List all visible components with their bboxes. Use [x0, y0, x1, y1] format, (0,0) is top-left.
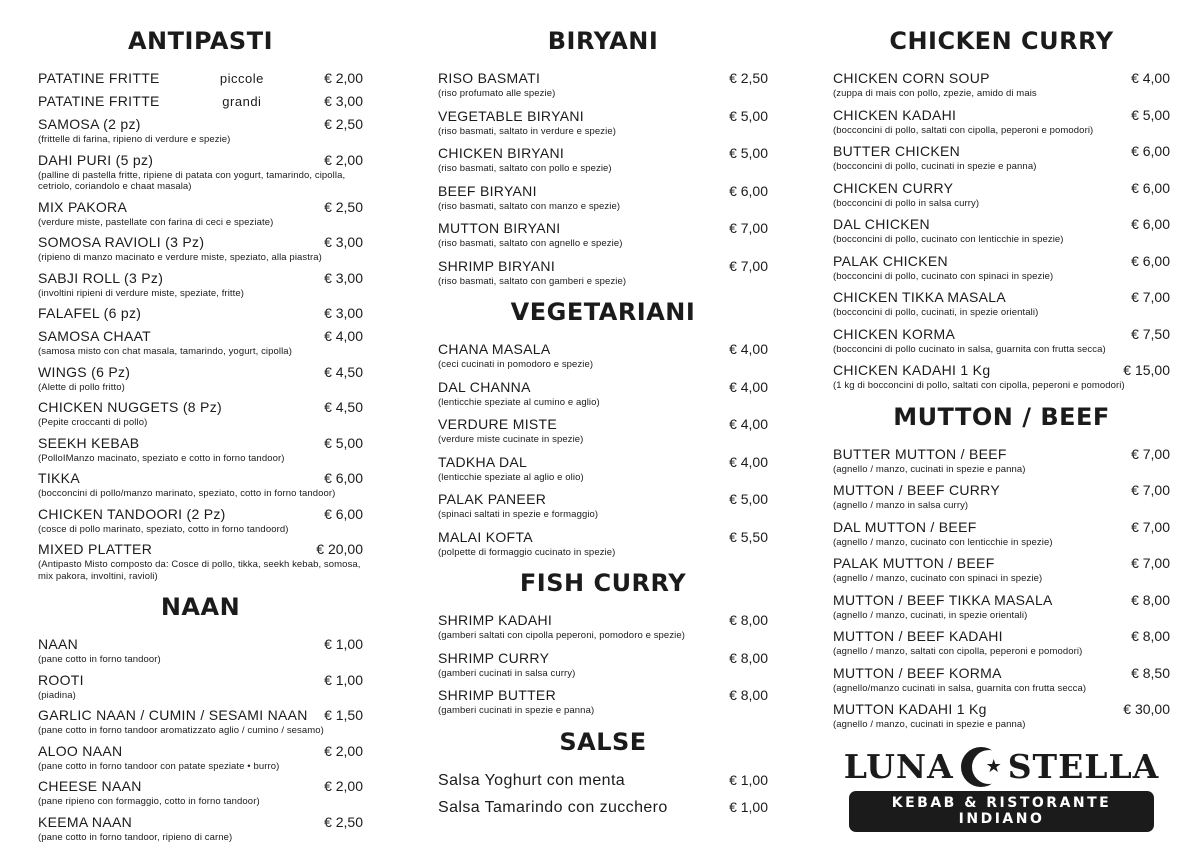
menu-item-price: € 1,50 — [324, 707, 363, 724]
menu-item-row — [833, 180, 1170, 197]
menu-item-desc: (samosa misto con chat masala, tamarindo, yogurt, cipolla) — [38, 346, 363, 358]
menu-item-price: € 2,00 — [324, 70, 363, 87]
menu-item-row — [438, 145, 768, 162]
menu-item-desc: (spinaci saltati in spezie e formaggio) — [438, 509, 768, 521]
menu-item — [438, 183, 768, 213]
menu-item — [833, 446, 1170, 476]
menu-item-price: € 6,00 — [1131, 216, 1170, 233]
menu-item — [833, 143, 1170, 173]
menu-item-name: MIXED PLATTER — [38, 541, 152, 558]
menu-item-desc: (agnello / manzo, cucinato con spinaci in spezie) — [833, 573, 1170, 585]
section-fish-curry — [438, 568, 768, 717]
menu-item-row — [438, 258, 768, 275]
menu-item-desc: (bocconcini di pollo, cucinato con lenticchie in spezie) — [833, 234, 1170, 246]
menu-item-price: € 7,00 — [1131, 519, 1170, 536]
menu-item-name: ALOO NAAN — [38, 743, 122, 760]
menu-item-row — [38, 234, 363, 251]
menu-item-desc: (pane cotto in forno tandoor, ripieno di carne) — [38, 832, 363, 843]
menu-item-desc: (bocconcini di pollo, cucinati in spezie e panna) — [833, 161, 1170, 173]
menu-item-row — [438, 687, 768, 704]
menu-item-price: € 1,00 — [324, 636, 363, 653]
menu-item-name: DAHI PURI (5 pz) — [38, 152, 153, 169]
menu-item — [38, 93, 363, 110]
menu-item — [833, 107, 1170, 137]
menu-item-name: SABJI ROLL (3 Pz) — [38, 270, 163, 287]
menu-item-price: € 3,00 — [324, 305, 363, 322]
menu-item-name: PALAK PANEER — [438, 491, 546, 508]
section-title-vegetariani: VEGETARIANI — [438, 297, 768, 327]
menu-item-price: € 6,00 — [324, 470, 363, 487]
menu-item — [38, 364, 363, 394]
menu-item-price: € 30,00 — [1123, 701, 1170, 718]
menu-item-row — [438, 341, 768, 358]
menu-item-row — [38, 672, 363, 689]
section-salse — [438, 727, 768, 817]
menu-item — [38, 636, 363, 666]
menu-item — [38, 270, 363, 300]
menu-item-row — [438, 491, 768, 508]
menu-item — [833, 701, 1170, 731]
menu-item-price: € 20,00 — [316, 541, 363, 558]
menu-item-name: VEGETABLE BIRYANI — [438, 108, 584, 125]
menu-item — [833, 555, 1170, 585]
menu-item — [438, 341, 768, 371]
section-title-chicken-curry: CHICKEN CURRY — [833, 26, 1170, 56]
menu-item-desc: (agnello / manzo, cucinati in spezie e panna) — [833, 719, 1170, 731]
menu-item-price: € 1,00 — [729, 799, 768, 816]
menu-item-row — [833, 107, 1170, 124]
menu-item-desc: (bocconcini di pollo, saltati con cipolla, peperoni e pomodori) — [833, 125, 1170, 137]
menu-item-desc: (verdure miste, pastellate con farina di ceci e speziate) — [38, 217, 363, 229]
menu-item-price: € 7,00 — [1131, 555, 1170, 572]
menu-item-price: € 4,00 — [729, 341, 768, 358]
menu-item-name: DAL CHICKEN — [833, 216, 930, 233]
menu-item — [438, 491, 768, 521]
section-naan — [38, 592, 363, 843]
menu-item — [38, 305, 363, 322]
menu-item-name: RISO BASMATI — [438, 70, 540, 87]
menu-item-price: € 4,00 — [1131, 70, 1170, 87]
menu-item-price: € 2,00 — [324, 778, 363, 795]
menu-item-name: SAMOSA CHAAT — [38, 328, 151, 345]
menu-item-row — [438, 183, 768, 200]
menu-item-desc: (Alette di pollo fritto) — [38, 382, 363, 394]
menu-item — [438, 220, 768, 250]
menu-item-price: € 1,00 — [729, 772, 768, 789]
menu-item-desc: (agnello / manzo, cucinati, in spezie orientali) — [833, 610, 1170, 622]
menu-item-price: € 4,00 — [324, 328, 363, 345]
menu-item-row — [438, 798, 768, 817]
menu-item — [833, 362, 1170, 392]
menu-item-row — [38, 270, 363, 287]
menu-item-row — [38, 814, 363, 831]
menu-item-row — [38, 199, 363, 216]
menu-item — [438, 108, 768, 138]
menu-item-desc: (gamberi saltati con cipolla peperoni, pomodoro e spezie) — [438, 630, 768, 642]
menu-item-desc: (riso basmati, saltato con manzo e spezie) — [438, 201, 768, 213]
section-title-mutton-beef: MUTTON / BEEF — [833, 402, 1170, 432]
menu-item-desc: (bocconcini di pollo, cucinato con spinaci in spezie) — [833, 271, 1170, 283]
menu-item-desc: (bocconcini di pollo in salsa curry) — [833, 198, 1170, 210]
menu-item-row — [38, 305, 363, 322]
menu-item-row — [38, 541, 363, 558]
menu-item-name: MUTTON BIRYANI — [438, 220, 560, 237]
menu-item-row — [833, 143, 1170, 160]
menu-item-name: CHICKEN KADAHI — [833, 107, 956, 124]
menu-item-price: € 6,00 — [1131, 253, 1170, 270]
menu-item — [438, 258, 768, 288]
menu-item — [38, 506, 363, 536]
menu-item — [438, 454, 768, 484]
menu-item-name: SAMOSA (2 pz) — [38, 116, 141, 133]
crescent-moon-star-icon — [961, 747, 1001, 787]
section-vegetariani — [438, 297, 768, 558]
menu-item-price: € 1,00 — [324, 672, 363, 689]
menu-item-name: Salsa Tamarindo con zucchero — [438, 798, 668, 817]
menu-item-price: € 7,00 — [1131, 446, 1170, 463]
menu-item-desc: (bocconcini di pollo cucinato in salsa, guarnita con frutta secca) — [833, 344, 1170, 356]
menu-item — [38, 234, 363, 264]
menu-item-desc: (pane cotto in forno tandoor aromatizzato aglio / cumino / sesamo) — [38, 725, 363, 737]
menu-item-price: € 8,00 — [729, 612, 768, 629]
menu-item-row — [438, 529, 768, 546]
menu-item-desc: (riso basmati, saltato con gamberi e spezie) — [438, 276, 768, 288]
menu-item-price: € 2,00 — [324, 152, 363, 169]
menu-item-price: € 6,00 — [324, 506, 363, 523]
menu-item-name: Salsa Yoghurt con menta — [438, 771, 625, 790]
menu-item-desc: (riso basmati, saltato in verdure e spezie) — [438, 126, 768, 138]
menu-item-desc: (agnello / manzo, cucinato con lenticchie in spezie) — [833, 537, 1170, 549]
menu-item — [833, 482, 1170, 512]
menu-item-price: € 4,50 — [324, 399, 363, 416]
menu-item-desc: (frittelle di farina, ripieno di verdure e spezie) — [38, 134, 363, 146]
menu-item-price: € 6,00 — [1131, 143, 1170, 160]
menu-item-desc: (agnello/manzo cucinati in salsa, guarnita con frutta secca) — [833, 683, 1170, 695]
menu-column-middle — [438, 26, 768, 839]
menu-item-row — [833, 701, 1170, 718]
menu-item-desc: (bocconcini di pollo/manzo marinato, speziato, cotto in forno tandoor) — [38, 488, 363, 500]
menu-item — [833, 628, 1170, 658]
section-mutton-beef — [833, 402, 1170, 731]
menu-item-price: € 5,00 — [324, 435, 363, 452]
menu-item-desc: (bocconcini di pollo, cucinati, in spezie orientali) — [833, 307, 1170, 319]
menu-item-name: MUTTON / BEEF CURRY — [833, 482, 1000, 499]
menu-item — [38, 399, 363, 429]
menu-item-desc: (gamberi cucinati in salsa curry) — [438, 668, 768, 680]
menu-item-name: MUTTON KADAHI 1 Kg — [833, 701, 987, 718]
menu-item-variant: grandi — [166, 94, 318, 109]
menu-item — [833, 289, 1170, 319]
section-title-antipasti: ANTIPASTI — [38, 26, 363, 56]
menu-item-row — [833, 70, 1170, 87]
menu-item-row — [833, 665, 1170, 682]
logo-tagline: KEBAB & RISTORANTE INDIANO — [849, 791, 1154, 832]
section-biryani — [438, 26, 768, 287]
menu-item-desc: (riso basmati, saltato con agnello e spezie) — [438, 238, 768, 250]
menu-item — [38, 116, 363, 146]
menu-item-price: € 4,50 — [324, 364, 363, 381]
menu-item-row — [38, 743, 363, 760]
menu-item-price: € 4,00 — [729, 454, 768, 471]
menu-item-row — [38, 707, 363, 724]
menu-item-row — [38, 636, 363, 653]
menu-item-price: € 6,00 — [729, 183, 768, 200]
menu-item-desc: (gamberi cucinati in spezie e panna) — [438, 705, 768, 717]
menu-item-name: MUTTON / BEEF KORMA — [833, 665, 1002, 682]
menu-item-name: CHICKEN NUGGETS (8 Pz) — [38, 399, 222, 416]
menu-item — [833, 180, 1170, 210]
menu-item-name: MUTTON / BEEF KADAHI — [833, 628, 1003, 645]
menu-item-row — [833, 253, 1170, 270]
menu-item — [38, 70, 363, 87]
menu-item-name: KEEMA NAAN — [38, 814, 132, 831]
menu-item-name: BUTTER CHICKEN — [833, 143, 960, 160]
menu-item-desc: (agnello / manzo, saltati con cipolla, peperoni e pomodori) — [833, 646, 1170, 658]
menu-item-desc: (1 kg di bocconcini di pollo, saltati con cipolla, peperoni e pomodori) — [833, 380, 1170, 392]
menu-item-price: € 2,50 — [324, 199, 363, 216]
menu-item-name: PATATINE FRITTE — [38, 70, 160, 87]
menu-item-name: WINGS (6 Pz) — [38, 364, 130, 381]
menu-item — [438, 687, 768, 717]
menu-item-name: SHRIMP CURRY — [438, 650, 549, 667]
menu-item-price: € 8,00 — [1131, 592, 1170, 609]
menu-item-name: CHICKEN TANDOORI (2 Pz) — [38, 506, 226, 523]
menu-item — [438, 612, 768, 642]
menu-item-name: TADKHA DAL — [438, 454, 527, 471]
menu-item-row — [438, 454, 768, 471]
menu-item — [833, 70, 1170, 100]
menu-item-name: SHRIMP BUTTER — [438, 687, 556, 704]
section-chicken-curry — [833, 26, 1170, 392]
menu-item-name: FALAFEL (6 pz) — [38, 305, 141, 322]
menu-item — [438, 145, 768, 175]
menu-item-desc: (palline di pastella fritte, ripiene di patata con yogurt, tamarindo, cipolla, cetriolo, coriandolo e chaat masala) — [38, 170, 363, 193]
menu-item — [38, 152, 363, 193]
menu-item — [438, 529, 768, 559]
menu-item — [38, 470, 363, 500]
section-title-naan: NAAN — [38, 592, 363, 622]
menu-item-row — [833, 628, 1170, 645]
menu-item-row — [38, 152, 363, 169]
menu-item-desc: (agnello / manzo in salsa curry) — [833, 500, 1170, 512]
menu-item-desc: (agnello / manzo, cucinati in spezie e panna) — [833, 464, 1170, 476]
menu-item-desc: (pane cotto in forno tandoor) — [38, 654, 363, 666]
menu-item-name: CHICKEN CORN SOUP — [833, 70, 990, 87]
menu-item-name: BEEF BIRYANI — [438, 183, 537, 200]
menu-item-name: SEEKH KEBAB — [38, 435, 139, 452]
menu-item-price: € 3,00 — [324, 234, 363, 251]
section-title-fish-curry: FISH CURRY — [438, 568, 768, 598]
section-title-biryani: BIRYANI — [438, 26, 768, 56]
menu-item-name: TIKKA — [38, 470, 80, 487]
restaurant-logo — [849, 747, 1154, 832]
menu-item-price: € 7,50 — [1131, 326, 1170, 343]
menu-item — [833, 326, 1170, 356]
menu-item-price: € 8,50 — [1131, 665, 1170, 682]
menu-item-desc: (Antipasto Misto composto da: Cosce di pollo, tikka, seekh kebab, somosa, mix pakora, involtini, ravioli) — [38, 559, 363, 582]
menu-item-price: € 5,00 — [729, 108, 768, 125]
menu-item-desc: (lenticchie speziate al aglio e olio) — [438, 472, 768, 484]
menu-item-name: CHICKEN CURRY — [833, 180, 953, 197]
menu-item-price: € 15,00 — [1123, 362, 1170, 379]
menu-item-name: DAL MUTTON / BEEF — [833, 519, 977, 536]
menu-item-price: € 7,00 — [1131, 289, 1170, 306]
menu-item-desc: (PolloIManzo macinato, speziato e cotto in forno tandoor) — [38, 453, 363, 465]
menu-item-price: € 2,50 — [324, 116, 363, 133]
menu-item-row — [833, 482, 1170, 499]
menu-item-desc: (ceci cucinati in pomodoro e spezie) — [438, 359, 768, 371]
menu-item-row — [38, 435, 363, 452]
menu-item-price: € 8,00 — [729, 650, 768, 667]
menu-item-price: € 8,00 — [1131, 628, 1170, 645]
menu-item-price: € 2,50 — [729, 70, 768, 87]
menu-item-row — [38, 470, 363, 487]
menu-item-price: € 4,00 — [729, 416, 768, 433]
menu-item-name: CHICKEN TIKKA MASALA — [833, 289, 1006, 306]
menu-item-row — [38, 778, 363, 795]
menu-item-row — [833, 446, 1170, 463]
logo-word-luna: LUNA — [844, 749, 954, 785]
menu-item-row — [833, 326, 1170, 343]
menu-item-price: € 2,00 — [324, 743, 363, 760]
menu-item-row — [833, 555, 1170, 572]
menu-item-desc: (piadina) — [38, 690, 363, 702]
menu-item-price: € 5,00 — [729, 145, 768, 162]
menu-item-row — [38, 399, 363, 416]
menu-item — [38, 328, 363, 358]
menu-item-row — [38, 116, 363, 133]
menu-item-row — [438, 379, 768, 396]
menu-item-variant: piccole — [166, 71, 318, 86]
menu-item-row — [833, 362, 1170, 379]
section-title-salse: SALSE — [438, 727, 768, 757]
menu-item — [833, 519, 1170, 549]
menu-item — [438, 416, 768, 446]
menu-item-row — [38, 364, 363, 381]
menu-item — [833, 592, 1170, 622]
menu-item-name: CHANA MASALA — [438, 341, 551, 358]
menu-item-row — [38, 70, 363, 87]
menu-item-price: € 2,50 — [324, 814, 363, 831]
menu-item-row — [438, 771, 768, 790]
menu-item — [38, 743, 363, 773]
menu-item-price: € 8,00 — [729, 687, 768, 704]
menu-item-row — [438, 70, 768, 87]
menu-item-desc: (riso basmati, saltato con pollo e spezie) — [438, 163, 768, 175]
menu-item-name: NAAN — [38, 636, 78, 653]
menu-item-name: CHICKEN KORMA — [833, 326, 955, 343]
menu-item-desc: (pane ripieno con formaggio, cotto in forno tandoor) — [38, 796, 363, 808]
menu-item-name: BUTTER MUTTON / BEEF — [833, 446, 1007, 463]
star-icon: ★ — [986, 756, 1002, 777]
menu-item-row — [833, 289, 1170, 306]
menu-item-price: € 7,00 — [729, 258, 768, 275]
menu-column-right — [833, 26, 1170, 839]
menu-item-desc: (cosce di pollo marinato, speziato, cotto in forno tandoord) — [38, 524, 363, 536]
menu-item-desc: (Pepite croccanti di pollo) — [38, 417, 363, 429]
menu-item — [438, 650, 768, 680]
menu-item-price: € 7,00 — [729, 220, 768, 237]
menu-item-name: SOMOSA RAVIOLI (3 Pz) — [38, 234, 204, 251]
menu-item-price: € 3,00 — [324, 270, 363, 287]
menu-item — [833, 216, 1170, 246]
menu-item-name: PATATINE FRITTE — [38, 93, 160, 110]
menu-item-desc: (zuppa di mais con pollo, zpezie, amido di mais — [833, 88, 1170, 100]
menu-item-row — [833, 592, 1170, 609]
menu-item-name: VERDURE MISTE — [438, 416, 557, 433]
menu-item-row — [438, 108, 768, 125]
menu-item-name: SHRIMP BIRYANI — [438, 258, 555, 275]
menu-item-name: DAL CHANNA — [438, 379, 531, 396]
menu-item-name: GARLIC NAAN / CUMIN / SESAMI NAAN — [38, 707, 308, 724]
logo-word-stella: STELLA — [1008, 749, 1160, 785]
menu-item — [38, 435, 363, 465]
menu-item — [438, 70, 768, 100]
menu-item-price: € 3,00 — [324, 93, 363, 110]
menu-item-row — [438, 612, 768, 629]
menu-item-desc: (verdure miste cucinate in spezie) — [438, 434, 768, 446]
menu-item — [38, 778, 363, 808]
menu-item-name: MALAI KOFTA — [438, 529, 533, 546]
menu-column-left — [38, 26, 363, 839]
menu-item-name: CHEESE NAAN — [38, 778, 142, 795]
menu-item-row — [38, 506, 363, 523]
menu-item-name: MIX PAKORA — [38, 199, 127, 216]
menu-item-row — [38, 93, 363, 110]
menu-item-price: € 5,00 — [729, 491, 768, 508]
menu-item — [38, 199, 363, 229]
menu-item-name: CHICKEN KADAHI 1 Kg — [833, 362, 990, 379]
menu-item — [833, 665, 1170, 695]
menu-item — [438, 771, 768, 790]
menu-item-desc: (lenticchie speziate al cumino e aglio) — [438, 397, 768, 409]
menu-item-price: € 7,00 — [1131, 482, 1170, 499]
menu-item — [38, 541, 363, 582]
menu-item-price: € 5,00 — [1131, 107, 1170, 124]
menu-item — [833, 253, 1170, 283]
menu-item-row — [833, 519, 1170, 536]
menu-item-name: CHICKEN BIRYANI — [438, 145, 564, 162]
menu-item-name: SHRIMP KADAHI — [438, 612, 552, 629]
menu-item-price: € 4,00 — [729, 379, 768, 396]
menu-item-desc: (ripieno di manzo macinato e verdure miste, speziato, alla piastra) — [38, 252, 363, 264]
menu-item-row — [833, 216, 1170, 233]
menu-item — [438, 798, 768, 817]
menu-item-name: PALAK CHICKEN — [833, 253, 948, 270]
section-antipasti — [38, 26, 363, 582]
menu-item-name: MUTTON / BEEF TIKKA MASALA — [833, 592, 1053, 609]
menu-item-row — [438, 220, 768, 237]
menu-item-desc: (pane cotto in forno tandoor con patate speziate • burro) — [38, 761, 363, 773]
menu-item-price: € 5,50 — [729, 529, 768, 546]
menu-item-desc: (riso profumato alle spezie) — [438, 88, 768, 100]
menu-item-price: € 6,00 — [1131, 180, 1170, 197]
menu-item-desc: (involtini ripieni di verdure miste, speziate, fritte) — [38, 288, 363, 300]
logo-name-row — [849, 747, 1154, 787]
menu-item-name: PALAK MUTTON / BEEF — [833, 555, 995, 572]
menu-item — [438, 379, 768, 409]
menu-item-desc: (polpette di formaggio cucinato in spezie) — [438, 547, 768, 559]
menu-item — [38, 707, 363, 737]
menu-item — [38, 672, 363, 702]
menu-item-row — [438, 650, 768, 667]
menu-item-row — [38, 328, 363, 345]
menu-item-name: ROOTI — [38, 672, 84, 689]
menu-item-row — [438, 416, 768, 433]
